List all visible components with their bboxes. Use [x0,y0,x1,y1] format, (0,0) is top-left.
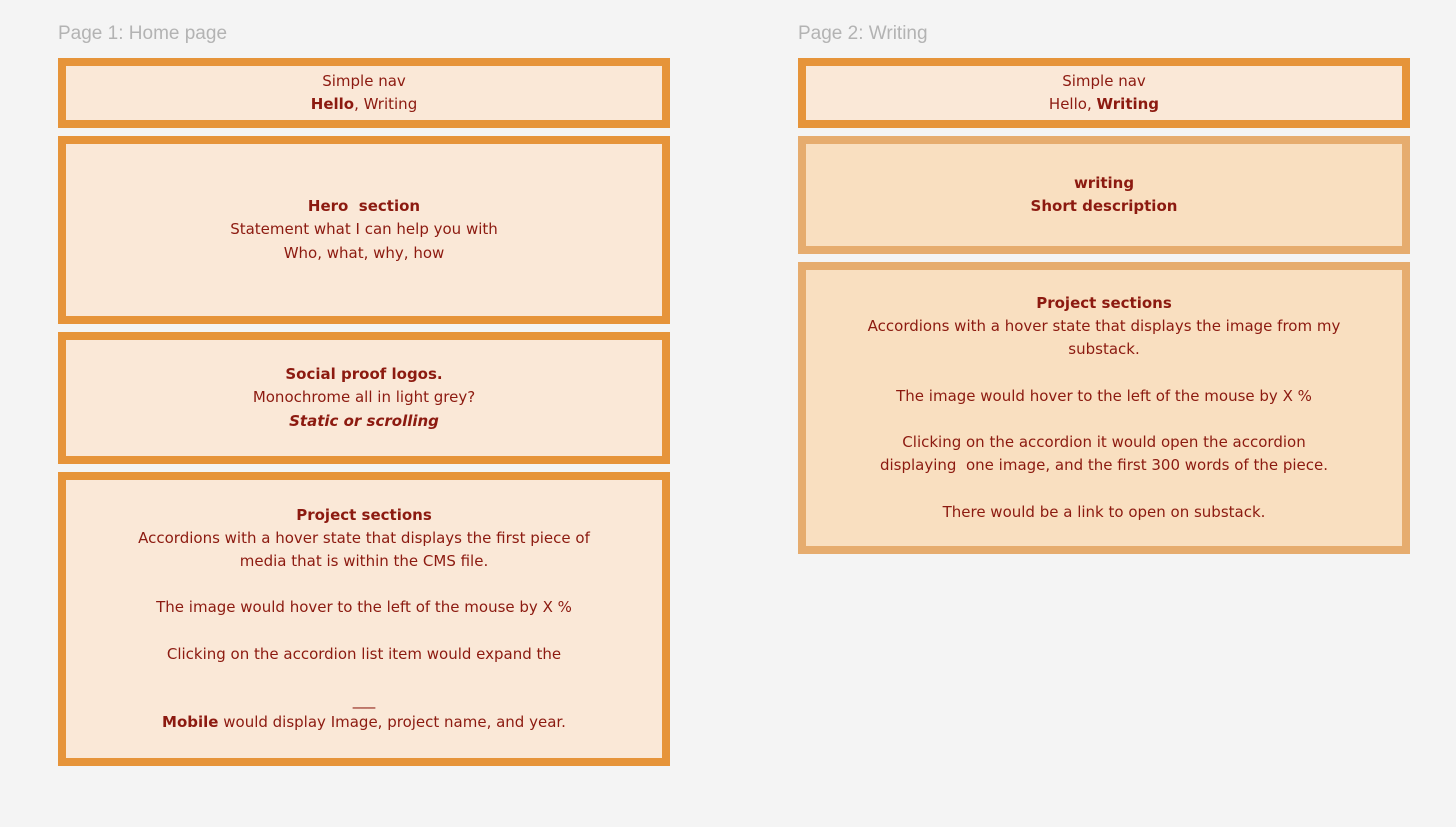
nav-link-hello[interactable]: Hello [1048,95,1087,113]
projects-desc-line1: Accordions with a hover state that displays the image from my [867,317,1341,336]
writing-subtitle: Short description [1030,197,1178,215]
projects-title: Project sections [1036,294,1172,312]
projects-link-note: There would be a link to open on substack. [942,502,1266,521]
page2-intro-frame [798,136,1410,254]
projects-divider: ___ [352,691,376,710]
nav-links [1049,93,1159,116]
nav-link-hello[interactable]: Hello [310,95,355,113]
page2-nav-frame [798,58,1410,128]
nav-link-writing[interactable]: Writing [363,95,418,113]
mobile-text: would display Image, project name, and year. [218,713,566,732]
projects-click-note-line1: Clicking on the accordion it would open the accordion [902,433,1306,452]
hero-title: Hero section [307,197,421,216]
mobile-label: Mobile [162,713,219,732]
projects-click-note: Clicking on the accordion list item would expand the [166,644,562,663]
social-description: Monochrome all in light grey? [252,388,476,407]
projects-desc-line1: Accordions with a hover state that displays the first piece of [138,528,590,547]
nav-title: Simple nav [1062,71,1146,90]
social-option: Static or scrolling [289,411,439,430]
hero-questions: Who, what, why, how [283,243,445,262]
page1-social-proof-frame [58,332,670,464]
projects-desc-line2: media that is within the CMS file. [239,552,489,571]
nav-separator: , [354,95,364,113]
nav-links [311,93,417,116]
projects-hover-note: The image would hover to the left of the mouse by X % [156,598,572,617]
page1-projects-frame [58,472,670,766]
hero-statement: Statement what I can help you with [230,220,498,239]
projects-hover-note: The image would hover to the left of the mouse by X % [896,386,1312,405]
social-title: Social proof logos. [285,365,443,384]
projects-title: Project sections [296,505,432,524]
projects-desc-line2: substack. [1068,340,1140,359]
writing-title: writing [1073,173,1135,192]
projects-mobile-note [162,711,566,734]
nav-title: Simple nav [322,71,406,90]
page1-nav-frame [58,58,670,128]
page1-hero-frame [58,136,670,324]
projects-click-note-line2: displaying one image, and the first 300 words of the piece. [879,456,1328,475]
page1-label: Page 1: Home page [58,23,228,44]
nav-link-writing[interactable]: Writing [1096,95,1160,113]
page2-label: Page 2: Writing [798,23,928,44]
nav-separator: , [1086,95,1097,113]
page2-projects-frame [798,262,1410,554]
